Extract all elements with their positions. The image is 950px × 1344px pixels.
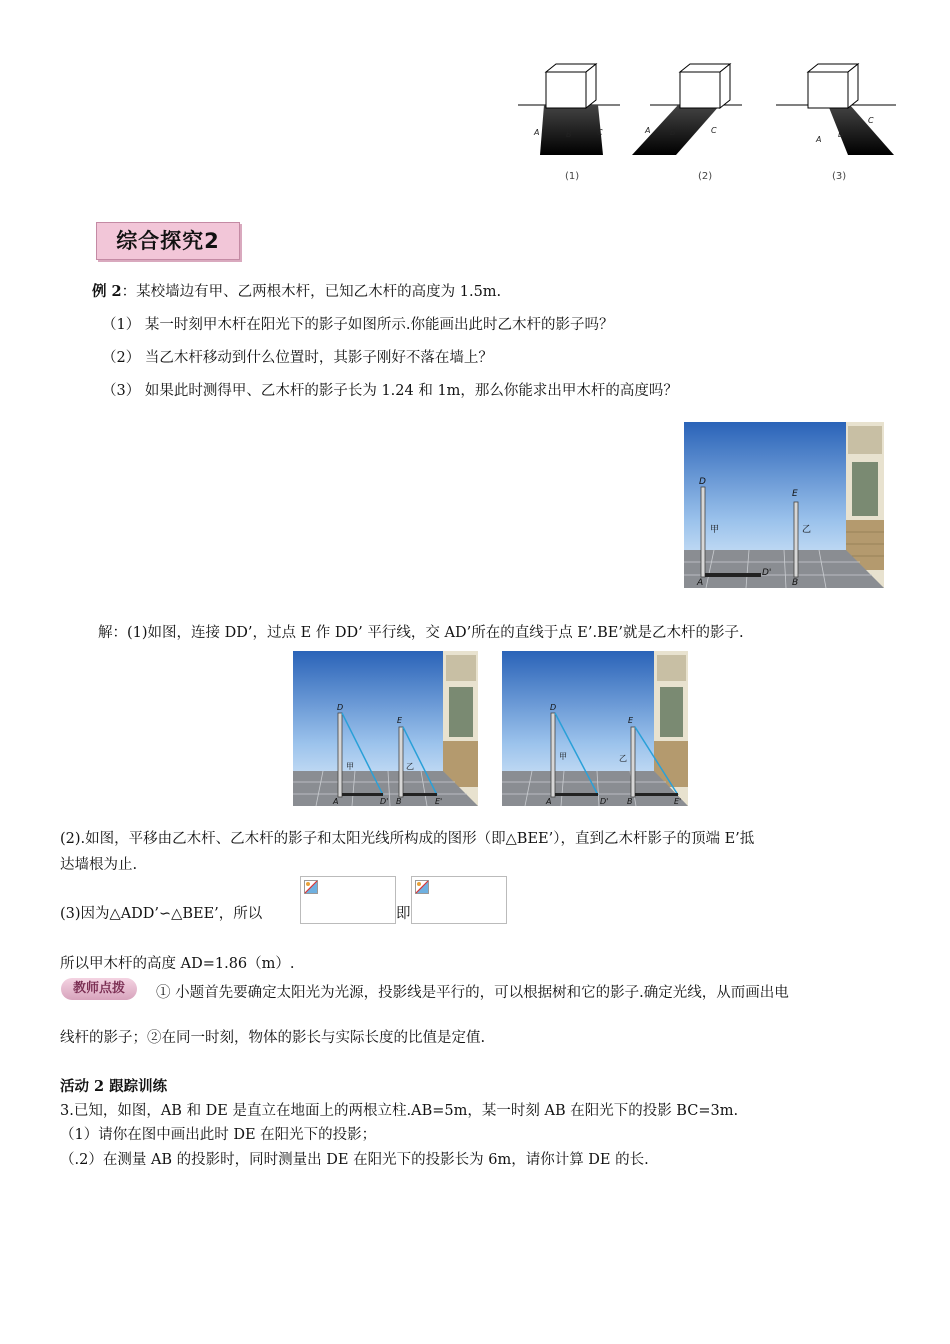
scene1-label-a: A — [697, 578, 704, 588]
example-intro-text: ：某校墙边有甲、乙两根木杆，已知乙木杆的高度为 1.5m. — [121, 284, 502, 300]
scene2-label-yi: 乙 — [406, 762, 414, 771]
teacher-tip-badge: 教师点拨 — [61, 978, 137, 1000]
solution-line-2b: 达墙根为止. — [60, 857, 138, 873]
scene2-label-jia: 甲 — [346, 762, 354, 771]
scene3-label-a: A — [546, 797, 552, 806]
scene1-label-b: B — [792, 578, 799, 588]
scene3-label-dp: D' — [600, 797, 609, 806]
scene3-label-e: E — [628, 716, 634, 725]
fig1-label-b: B — [566, 130, 572, 139]
scene3-label-jia: 甲 — [559, 752, 567, 761]
solution-line-3a: (3)因为△ADD’∽△BEE’，所以 — [60, 906, 263, 922]
scene2-label-d: D — [337, 703, 344, 712]
scene3-label-d: D — [550, 703, 557, 712]
fig3-label-b: B — [838, 130, 844, 139]
scene1-label-jia: 甲 — [710, 525, 720, 535]
figure-caption-3: (3) — [832, 171, 847, 182]
activity-sub-1: （1）请你在图中画出此时 DE 在阳光下的投影； — [60, 1127, 377, 1143]
teacher-tip-line-1: ① 小题首先要确定太阳光为光源，投影线是平行的，可以根据树和它的影子.确定光线，从而画出电 — [156, 985, 789, 1001]
scene2-label-dp: D' — [380, 797, 389, 806]
example-label: 例 2 — [92, 283, 122, 300]
scene3-label-ep: E' — [674, 797, 682, 806]
example-item-3: （3） 如果此时测得甲、乙木杆的影子长为 1.24 和 1m，那么你能求出甲木杆的高度吗？ — [102, 383, 678, 399]
scene2-label-b: B — [396, 797, 402, 806]
activity-title: 活动 2 跟踪训练 — [60, 1078, 168, 1095]
solution-line-2a: (2).如图，平移由乙木杆、乙木杆的影子和太阳光线所构成的图形（即△BEE’），直到乙木杆影子的顶端 E’抵 — [60, 831, 755, 847]
broken-image-icon — [415, 880, 429, 894]
solution-figure-left — [293, 651, 478, 806]
figure-2-cube — [632, 64, 742, 155]
figure-1-cube — [518, 64, 620, 155]
scene1-label-dp: D' — [762, 568, 772, 578]
broken-image-icon — [304, 880, 318, 894]
fig3-label-a: A — [816, 135, 822, 144]
fig2-label-c: C — [711, 126, 717, 135]
section-banner: 综合探究2 — [96, 222, 240, 260]
cube-shadow-figures — [510, 55, 900, 190]
fig3-label-c: C — [868, 116, 874, 125]
ratio-formula-image-2 — [411, 876, 507, 924]
scene2-label-a: A — [333, 797, 339, 806]
activity-sub-2: （.2）在测量 AB 的投影时，同时测量出 DE 在阳光下的投影长为 6m，请你计算 DE 的长. — [60, 1152, 649, 1168]
scene2-label-e: E — [397, 716, 403, 725]
example-item-2: （2） 当乙木杆移动到什么位置时，其影子刚好不落在墙上？ — [102, 350, 493, 366]
scene1-label-e: E — [792, 489, 798, 499]
fig1-label-a: A — [534, 128, 540, 137]
ratio-formula-image-1 — [300, 876, 396, 924]
figure-3-cube — [776, 64, 896, 155]
poles-scene-figure — [684, 422, 884, 588]
scene1-label-d: D — [699, 477, 706, 487]
scene3-label-yi: 乙 — [619, 754, 627, 763]
scene3-label-b: B — [627, 797, 633, 806]
solution-line-3b: 即 — [396, 906, 411, 922]
scene1-label-yi: 乙 — [802, 525, 812, 535]
scene2-label-ep: E' — [435, 797, 443, 806]
fig1-label-c: C — [597, 128, 603, 137]
fig2-label-b: B — [670, 128, 676, 137]
solution-line-4: 所以甲木杆的高度 AD=1.86（m）. — [60, 956, 295, 972]
example-item-1: （1） 某一时刻甲木杆在阳光下的影子如图所示.你能画出此时乙木杆的影子吗？ — [102, 317, 614, 333]
activity-question: 3.已知，如图，AB 和 DE 是直立在地面上的两根立柱.AB=5m，某一时刻 AB 在阳光下的投影 BC=3m. — [60, 1103, 739, 1119]
figure-caption-1: (1) — [565, 171, 580, 182]
solution-figure-right — [502, 651, 688, 806]
figure-caption-2: (2) — [698, 171, 713, 182]
solution-line-1: 解：(1)如图，连接 DD’，过点 E 作 DD’ 平行线，交 AD’所在的直线于点 E’.BE’就是乙木杆的影子. — [98, 625, 744, 641]
example-intro — [92, 282, 501, 302]
teacher-tip-line-2: 线杆的影子；②在同一时刻，物体的影长与实际长度的比值是定值. — [60, 1030, 486, 1046]
fig2-label-a: A — [645, 126, 651, 135]
